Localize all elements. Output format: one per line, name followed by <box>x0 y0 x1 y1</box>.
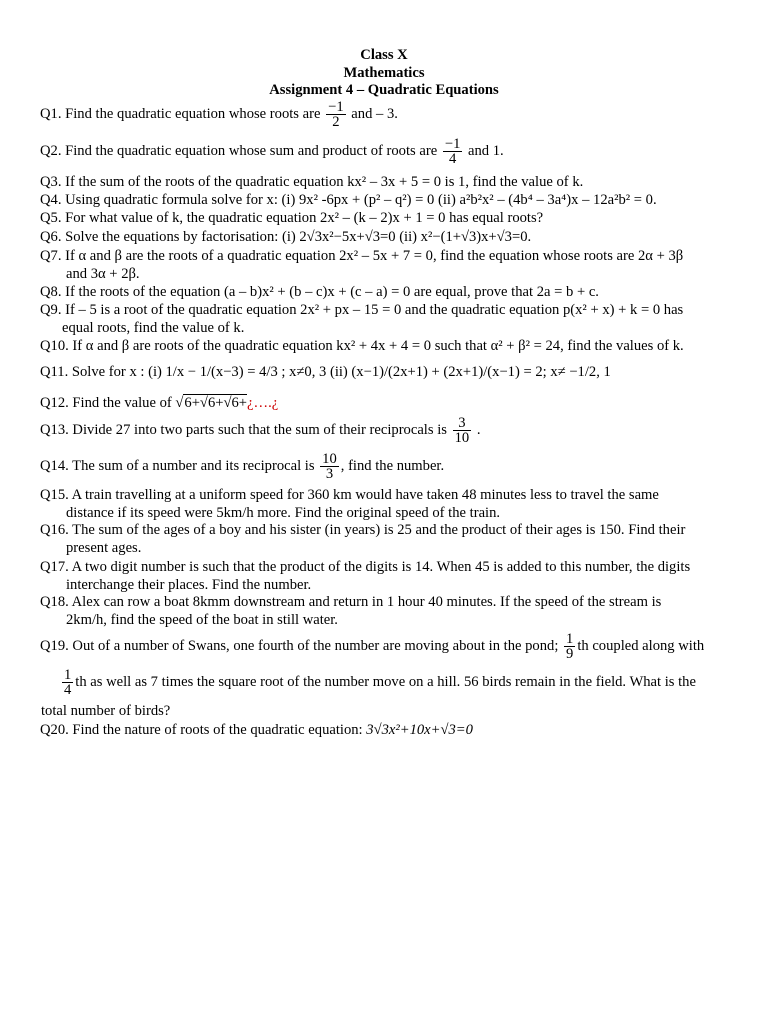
fraction: $\frac{1}{4}$ <box>64 667 72 698</box>
question-9-line-1: Q9. If – 5 is a root of the quadratic equation 2x² + px – 15 = 0 and the quadratic equation p(x² + x) + k = 0 has <box>40 302 684 318</box>
assignment-title: Assignment 4 – Quadratic Equations <box>269 82 499 98</box>
question-19-line-1: Q19. Out of a number of Swans, one fourth of the number are moving about in the pond; $\frac{1}{9}$ th coupled along with <box>40 631 705 662</box>
question-11: Q11. Solve for x : (i) 1/x − 1/(x−3) = 4/3 ; x≠0, 3 (ii) (x−1)/(2x+1) + (2x+1)/(x−1) = 2; x≠ −1/2, 1 <box>40 364 611 380</box>
fraction: $\frac{3}{10}$ <box>454 415 470 446</box>
question-8: Q8. If the roots of the equation (a – b)x² + (b – c)x + (c – a) = 0 are equal, prove that 2a = b + c. <box>40 284 599 300</box>
subject-heading: Mathematics <box>343 65 425 81</box>
question-12: Q12. Find the value of √6+√6+√6+¿….¿ <box>40 395 279 411</box>
question-17-line-1: Q17. A two digit number is such that the product of the digits is 14. When 45 is added to this number, the digits <box>40 559 691 575</box>
fraction: $\frac{10}{3}$ <box>322 451 337 482</box>
question-19-line-2: $\frac{1}{4}$ th as well as 7 times the square root of the number move on a hill. 56 birds remain in the field. What is the <box>64 667 696 698</box>
question-7-line-2: and 3α + 2β. <box>66 266 140 282</box>
question-19-line-3: total number of birds? <box>41 703 171 719</box>
question-16-line-2: present ages. <box>66 540 142 556</box>
question-13: Q13. Divide 27 into two parts such that the sum of their reciprocals is $\frac{3}{10}$ . <box>40 415 481 446</box>
question-15-line-1: Q15. A train travelling at a uniform speed for 360 km would have taken 48 minutes less to travel the same <box>40 487 659 503</box>
question-18-line-1: Q18. Alex can row a boat 8kmm downstream and return in 1 hour 40 minutes. If the speed of the stream is <box>40 594 662 610</box>
question-15-line-2: distance if its speed were 5km/h more. Find the original speed of the train. <box>66 505 501 521</box>
equation: 3√3x²+10x+√3=0 <box>366 722 473 738</box>
question-5: Q5. For what value of k, the quadratic equation 2x² – (k – 2)x + 1 = 0 has equal roots? <box>40 210 544 226</box>
question-16-line-1: Q16. The sum of the ages of a boy and his sister (in years) is 25 and the product of their ages is 150. Find their <box>40 522 686 538</box>
nested-radical: 6+√6+√6+ <box>184 395 248 411</box>
question-18-line-2: 2km/h, find the speed of the boat in still water. <box>66 612 338 628</box>
question-17-line-2: interchange their places. Find the number. <box>66 577 312 593</box>
fraction: $\frac{-1}{4}$ <box>444 136 461 167</box>
question-4: Q4. Using quadratic formula solve for x: (i) 9x² -6px + (p² – q²) = 0 (ii) a²b²x² – (4b⁴ – 3a⁴)x – 12a²b² = 0. <box>40 192 657 208</box>
question-2: Q2. Find the quadratic equation whose sum and product of roots are $\frac{-1}{4}$ and 1. <box>40 136 504 167</box>
question-7-line-1: Q7. If α and β are the roots of a quadratic equation 2x² – 5x + 7 = 0, find the equation whose roots are 2α + 3β <box>40 248 684 264</box>
unrendered-symbol: ¿….¿ <box>247 395 279 411</box>
question-3: Q3. If the sum of the roots of the quadratic equation kx² – 3x + 5 = 0 is 1, find the value of k. <box>40 174 584 190</box>
class-heading: Class X <box>360 47 408 63</box>
fraction: $\frac{-1}{2}$ <box>328 99 344 130</box>
question-1: Q1. Find the quadratic equation whose roots are $\frac{-1}{2}$ and – 3. <box>40 99 398 130</box>
question-9-line-2: equal roots, find the value of k. <box>62 320 245 336</box>
fraction: $\frac{1}{9}$ <box>566 631 574 662</box>
question-10: Q10. If α and β are roots of the quadratic equation kx² + 4x + 4 = 0 such that α² + β² = 24, find the values of k. <box>40 338 684 354</box>
question-6: Q6. Solve the equations by factorisation: (i) 2√3x²−5x+√3=0 (ii) x²−(1+√3)x+√3=0. <box>40 229 532 245</box>
question-20: Q20. Find the nature of roots of the quadratic equation: 3√3x²+10x+√3=0 <box>40 722 473 738</box>
question-14: Q14. The sum of a number and its reciprocal is $\frac{10}{3}$ , find the number. <box>40 451 445 482</box>
